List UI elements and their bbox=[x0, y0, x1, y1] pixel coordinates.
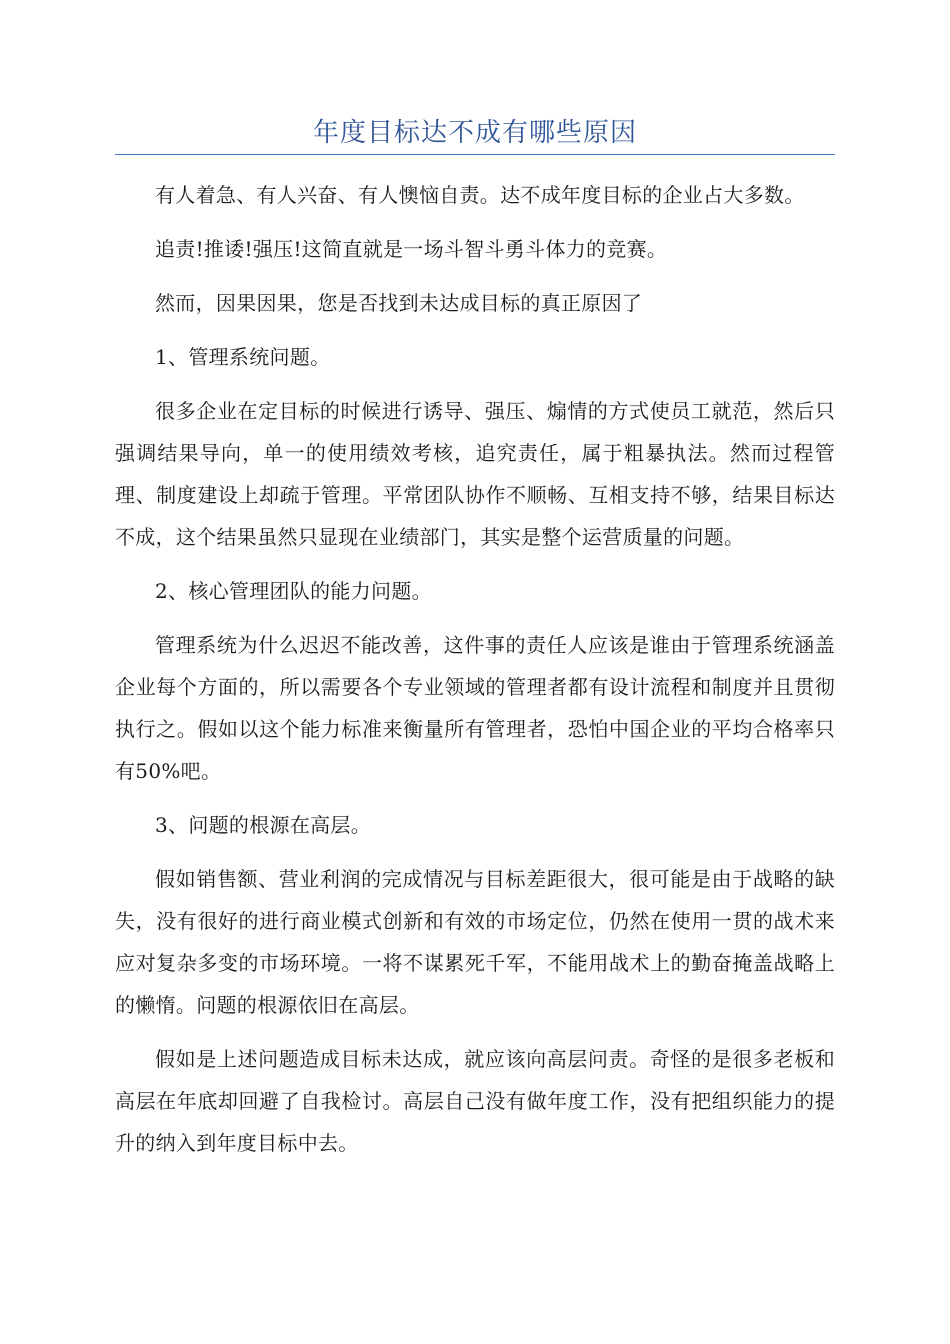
document-body bbox=[115, 174, 835, 1176]
title-underline bbox=[115, 154, 835, 155]
section-heading: 3、问题的根源在高层。 bbox=[155, 813, 372, 837]
paragraph: 假如销售额、营业利润的完成情况与目标差距很大，很可能是由于战略的缺失，没有很好的进行商业模式创新和有效的市场定位，仍然在使用一贯的战术来应对复杂多变的市场环境。一将不谋累死千军，不能用战术上的勤奋掩盖战略上的懒惰。问题的根源依旧在高层。 bbox=[115, 867, 835, 1017]
paragraph: 然而，因果因果，您是否找到未达成目标的真正原因了 bbox=[155, 291, 643, 315]
paragraph: 管理系统为什么迟迟不能改善，这件事的责任人应该是谁由于管理系统涵盖企业每个方面的，所以需要各个专业领域的管理者都有设计流程和制度并且贯彻执行之。假如以这个能力标准来衡量所有管理者，恐怕中国企业的平均合格率只有50%吧。 bbox=[115, 633, 835, 783]
section-heading: 1、管理系统问题。 bbox=[155, 345, 331, 369]
section-heading: 2、核心管理团队的能力问题。 bbox=[155, 579, 432, 603]
paragraph: 很多企业在定目标的时候进行诱导、强压、煽情的方式使员工就范，然后只强调结果导向，单一的使用绩效考核，追究责任，属于粗暴执法。然而过程管理、制度建设上却疏于管理。平常团队协作不顺畅、互相支持不够，结果目标达不成，这个结果虽然只显现在业绩部门，其实是整个运营质量的问题。 bbox=[115, 399, 835, 549]
paragraph: 追责!推诿!强压!这简直就是一场斗智斗勇斗体力的竞赛。 bbox=[155, 237, 668, 261]
document-title: 年度目标达不成有哪些原因 bbox=[312, 118, 637, 148]
paragraph: 假如是上述问题造成目标未达成，就应该向高层问责。奇怪的是很多老板和高层在年底却回避了自我检讨。高层自己没有做年度工作，没有把组织能力的提升的纳入到年度目标中去。 bbox=[115, 1047, 835, 1155]
paragraph: 有人着急、有人兴奋、有人懊恼自责。达不成年度目标的企业占大多数。 bbox=[155, 183, 805, 207]
